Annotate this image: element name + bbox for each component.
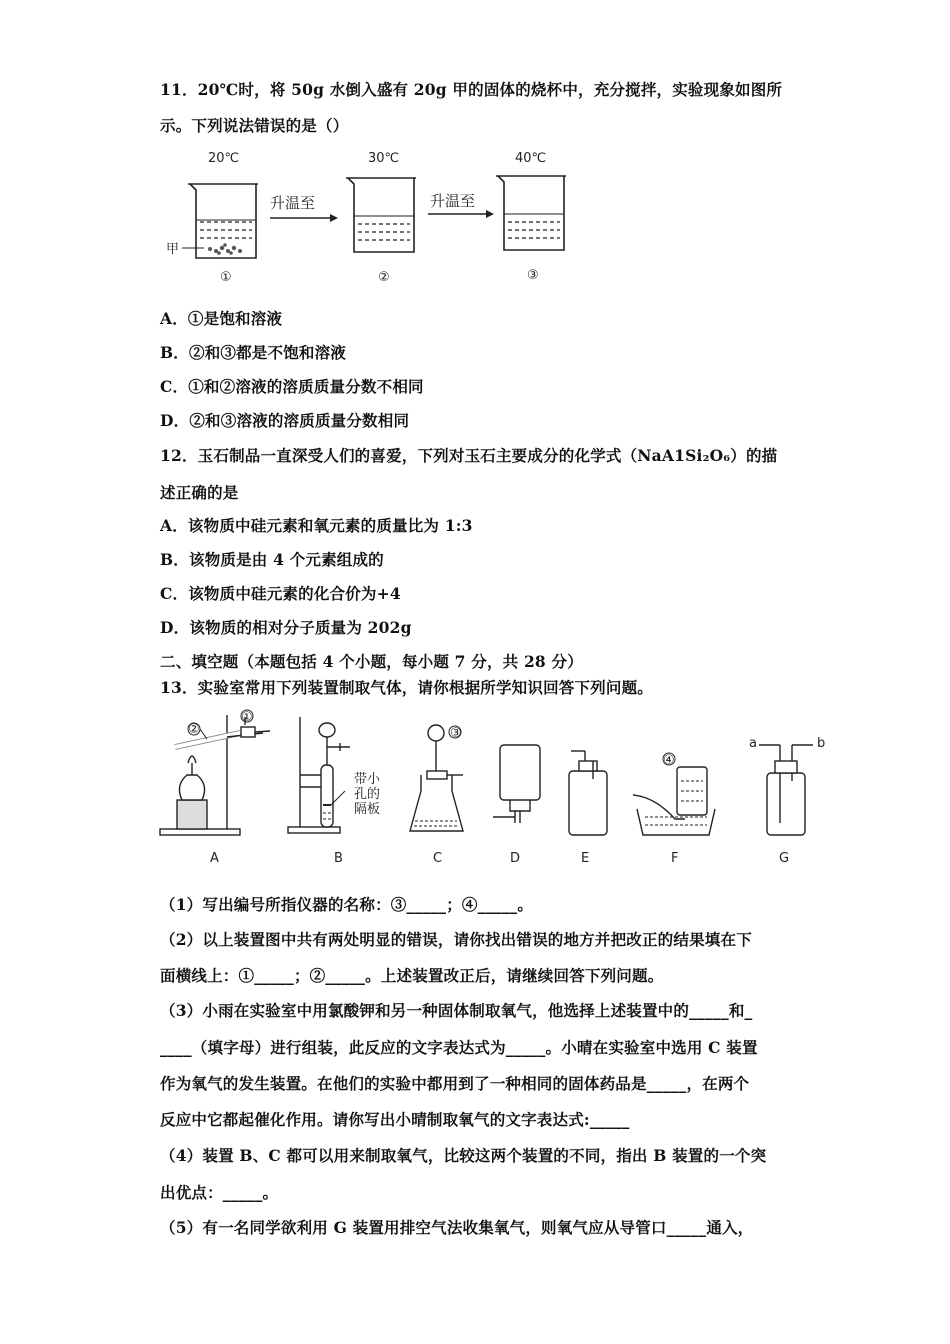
apparatus-label-a: A xyxy=(210,851,219,866)
q11-option-b: B．②和③都是不饱和溶液 xyxy=(160,343,347,362)
beaker-number-3: ③ xyxy=(527,268,539,283)
q11-beaker-figure xyxy=(160,140,580,290)
label-num-3: ③ xyxy=(450,726,462,741)
apparatus-b xyxy=(288,717,350,833)
section-heading: 二、填空题（本题包括 4 个小题，每小题 7 分，共 28 分） xyxy=(160,652,583,671)
board-label-1: 带小 xyxy=(354,772,381,787)
q13-part3-line3: 作为氧气的发生装置。在他们的实验中都用到了一种相同的固体药品是_____，在两个 xyxy=(160,1074,750,1093)
q12-option-d: D．该物质的相对分子质量为 202g xyxy=(160,618,412,637)
q13-part1: （1）写出编号所指仪器的名称：③_____；④_____。 xyxy=(160,895,534,914)
q13-part3-line2: ____（填字母）进行组装，此反应的文字表达式为_____。小晴在实验室中选用 C 装置 xyxy=(160,1038,758,1057)
apparatus-label-e: E xyxy=(581,851,590,866)
arrow-label-1: 升温至 xyxy=(270,194,316,212)
temp-label-2: 30℃ xyxy=(368,151,400,166)
apparatus-label-g: G xyxy=(779,851,790,866)
q11-option-a: A．①是饱和溶液 xyxy=(160,309,283,328)
board-label-2: 孔的 xyxy=(354,787,381,802)
q11-option-d: D．②和③溶液的溶质质量分数相同 xyxy=(160,411,410,430)
q11-stem-line2: 示。下列说法错误的是（） xyxy=(160,116,349,135)
apparatus-a xyxy=(160,715,270,835)
arrow-label-2: 升温至 xyxy=(430,192,476,210)
temp-label-1: 20℃ xyxy=(208,151,240,166)
board-label-3: 隔板 xyxy=(354,802,381,817)
beaker-3 xyxy=(496,176,566,250)
beaker-number-1: ① xyxy=(220,270,232,285)
undissolved-solid xyxy=(208,243,242,255)
temp-label-3: 40℃ xyxy=(515,151,547,166)
apparatus-d xyxy=(493,745,540,823)
q12-option-a: A．该物质中硅元素和氧元素的质量比为 1:3 xyxy=(160,516,473,535)
q12-option-b: B．该物质是由 4 个元素组成的 xyxy=(160,550,384,569)
substance-label: 甲 xyxy=(166,242,180,257)
q11-option-c: C．①和②溶液的溶质质量分数不相同 xyxy=(160,377,424,396)
apparatus-label-b: B xyxy=(334,851,343,866)
q13-part5: （5）有一名同学欲利用 G 装置用排空气法收集氧气，则氧气应从导管口_____通入， xyxy=(160,1218,754,1237)
q12-option-c: C．该物质中硅元素的化合价为+4 xyxy=(160,584,401,603)
q13-part2-line2: 面横线上：①_____；②_____。上述装置改正后，请继续回答下列问题。 xyxy=(160,966,664,985)
beaker-number-2: ② xyxy=(378,270,390,285)
q12-stem-line1: 12．玉石制品一直深受人们的喜爱，下列对玉石主要成分的化学式（NaA1Si₂O₆）的描 xyxy=(160,446,778,465)
q11-stem-line1: 11．20℃时，将 50g 水倒入盛有 20g 甲的固体的烧杯中，充分搅拌，实验现象如图所 xyxy=(160,80,783,99)
apparatus-label-c: C xyxy=(433,851,443,866)
apparatus-f xyxy=(633,767,715,835)
port-b-label: b xyxy=(817,736,826,751)
apparatus-label-d: D xyxy=(510,851,521,866)
q13-apparatus-figure xyxy=(155,705,835,870)
port-a-label: a xyxy=(749,736,757,751)
q13-part3-line1: （3）小雨在实验室中用氯酸钾和另一种固体制取氧气，他选择上述装置中的_____和_ xyxy=(160,1001,753,1020)
apparatus-g xyxy=(759,745,813,835)
q13-part2-line1: （2）以上装置图中共有两处明显的错误，请你找出错误的地方并把改正的结果填在下 xyxy=(160,930,752,949)
apparatus-e xyxy=(569,751,607,835)
q12-stem-line2: 述正确的是 xyxy=(160,483,239,502)
label-num-1: ① xyxy=(241,710,253,725)
q13-part4-line2: 出优点：_____。 xyxy=(160,1183,279,1202)
label-num-4: ④ xyxy=(663,753,675,768)
apparatus-label-f: F xyxy=(671,851,679,866)
q13-part3-line4: 反应中它都起催化作用。请你写出小晴制取氧气的文字表达式:_____ xyxy=(160,1110,630,1129)
label-num-2: ② xyxy=(188,722,200,737)
q13-intro: 13．实验室常用下列装置制取气体，请你根据所学知识回答下列问题。 xyxy=(160,678,653,697)
q13-part4-line1: （4）装置 B、C 都可以用来制取氧气，比较这两个装置的不同，指出 B 装置的一个突 xyxy=(160,1146,767,1165)
beaker-2 xyxy=(346,178,416,252)
